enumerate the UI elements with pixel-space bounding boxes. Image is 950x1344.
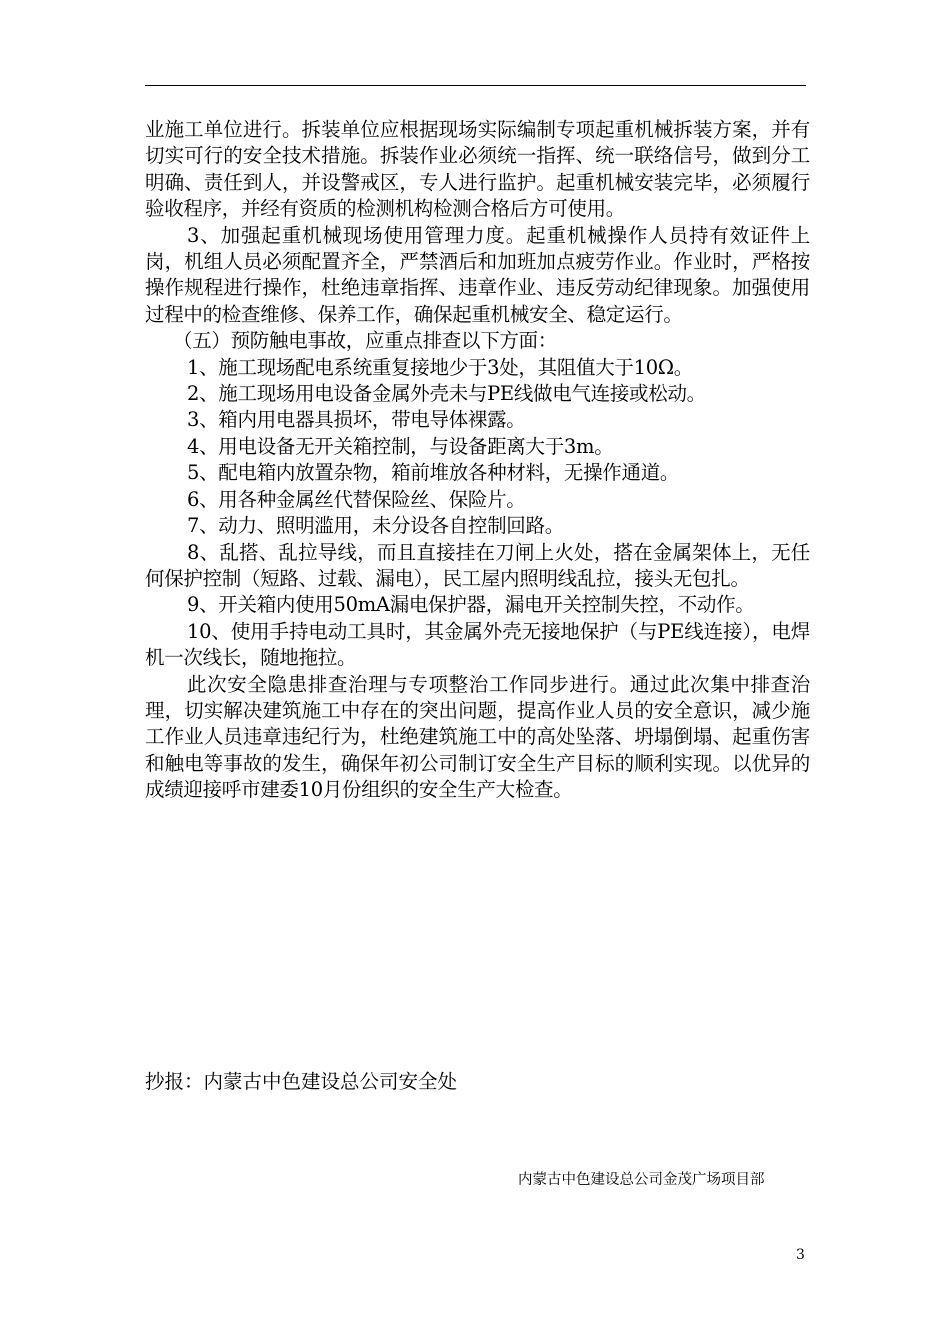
list-item-electric-2: 2、施工现场用电设备金属外壳未与PE线做电气连接或松动。 <box>187 382 706 406</box>
list-item-electric-10: 10、使用手持电动工具时，其金属外壳无接地保护（与PE线连接），电焊机一次线长，随地拖拉。 <box>145 619 810 670</box>
list-item-electric-7: 7、动力、照明滥用，未分设各自控制回路。 <box>187 514 564 538</box>
page-number: 3 <box>796 1247 805 1263</box>
list-item-electric-5: 5、配电箱内放置杂物，箱前堆放各种材料，无操作通道。 <box>187 461 680 485</box>
signature-organization: 内蒙古中色建设总公司金茂广场项目部 <box>518 1172 765 1188</box>
list-item-electric-3: 3、箱内用电器具损坏，带电导体裸露。 <box>187 408 526 432</box>
document-body <box>145 117 810 804</box>
list-item-electric-6: 6、用各种金属丝代替保险丝、保险片。 <box>187 487 526 511</box>
header-rule <box>145 85 806 86</box>
paragraph-conclusion: 此次安全隐患排查治理与专项整治工作同步进行。通过此次集中排查治理，切实解决建筑施工中存在的突出问题，提高作业人员的安全意识，减少施工作业人员违章违纪行为，杜绝建筑施工中的高处坠落、坍塌倒塌、起重伤害和触电等事故的发生，确保年初公司制订安全生产目标的顺利实现。以优异的成绩迎接呼市建委10月份组织的安全生产大检查。 <box>145 672 810 802</box>
paragraph-crane-usage-management: 3、加强起重机械现场使用管理力度。起重机械操作人员持有效证件上岗，机组人员必须配置齐全，严禁酒后和加班加点疲劳作业。作业时，严格按操作规程进行操作，杜绝违章指挥、违章作业、违反劳动纪律现象。加强使用过程中的检查维修、保养工作，确保起重机械安全、稳定运行。 <box>145 223 810 326</box>
list-item-electric-9: 9、开关箱内使用50mA漏电保护器，漏电开关控制失控，不动作。 <box>187 593 755 617</box>
section-heading-electric-shock: （五）预防触电事故，应重点排查以下方面： <box>173 329 558 353</box>
paragraph-crane-dismantling-continued: 业施工单位进行。拆装单位应根据现场实际编制专项起重机械拆装方案，并有切实可行的安全技术措施。拆装作业必须统一指挥、统一联络信号，做到分工明确、责任到人，并设警戒区，专人进行监护。起重机械安装完毕，必须履行验收程序，并经有资质的检测机构检测合格后方可使用。 <box>145 118 810 221</box>
list-item-electric-4: 4、用电设备无开关箱控制，与设备距离大于3m。 <box>187 434 614 458</box>
list-item-electric-1: 1、施工现场配电系统重复接地少于3处，其阻值大于10Ω。 <box>187 355 693 379</box>
list-item-electric-8: 8、乱搭、乱拉导线，而且直接挂在刀闸上火处，搭在金属架体上，无任何保护控制（短路、过载、漏电），民工屋内照明线乱拉，接头无包扎。 <box>145 540 810 590</box>
cc-recipient: 抄报：内蒙古中色建设总公司安全处 <box>145 1070 458 1093</box>
